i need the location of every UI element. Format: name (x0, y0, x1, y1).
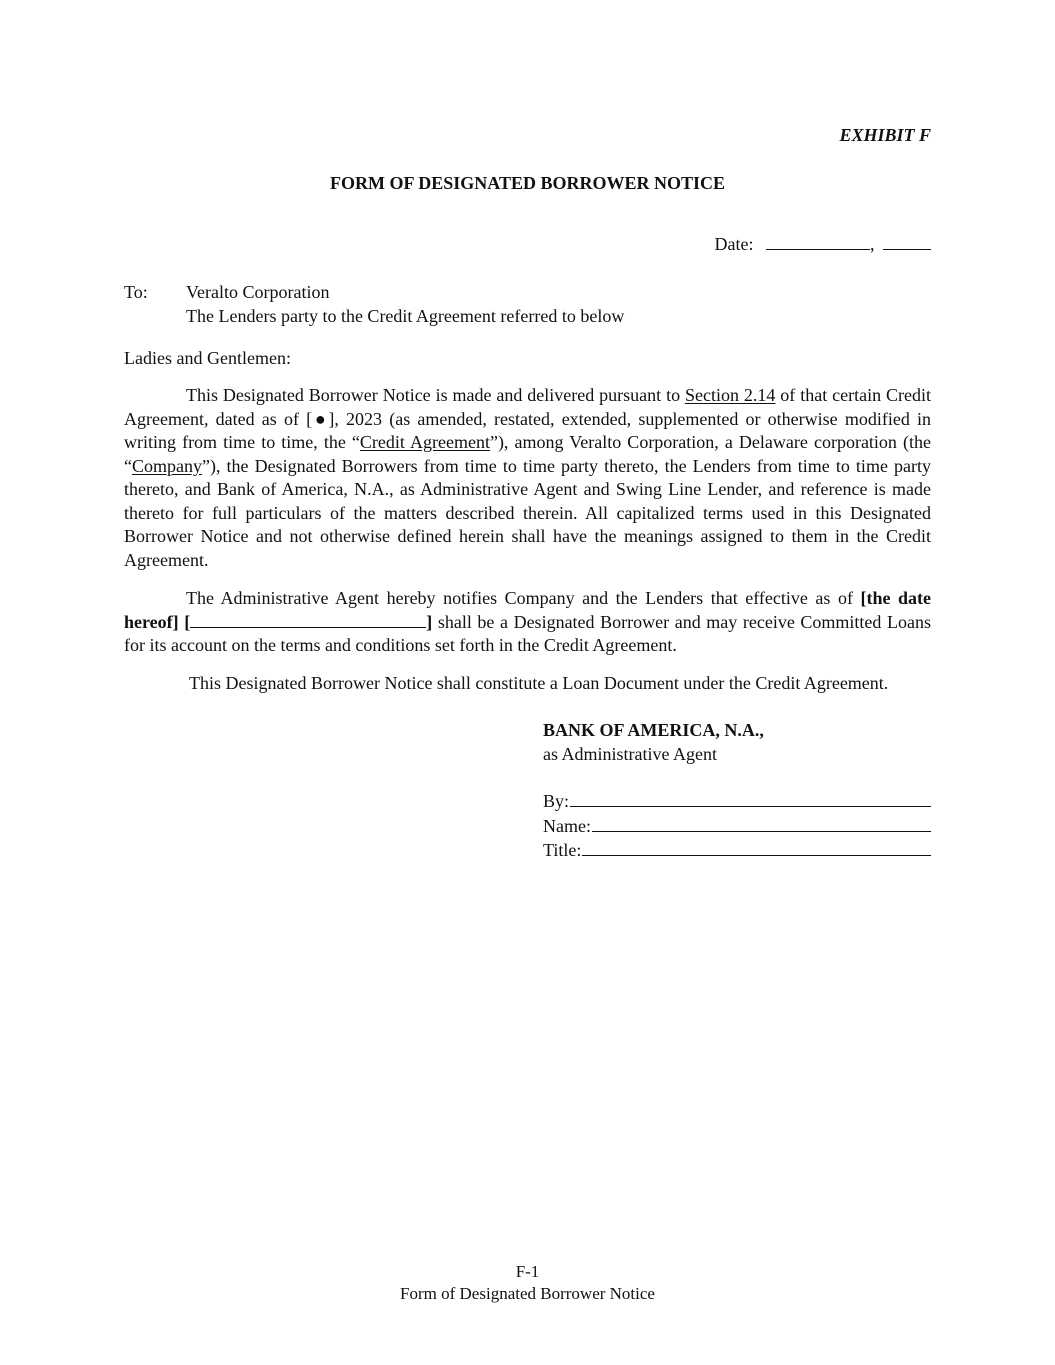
text-run: The Administrative Agent hereby notifies Company and the Lenders that effective as of (186, 588, 861, 608)
signatory-capacity: as Administrative Agent (543, 743, 717, 764)
page-footer (0, 1261, 1055, 1305)
signature-name-row (543, 814, 931, 839)
borrower-name-blank-field[interactable] (190, 611, 426, 628)
title-field[interactable] (582, 838, 931, 856)
addressee-line: The Lenders party to the Credit Agreement referred to below (186, 306, 625, 326)
title-label: Title: (543, 840, 582, 860)
signature-field[interactable] (570, 789, 931, 807)
section-reference: Section 2.14 (684, 385, 776, 405)
date-separator: , (870, 234, 875, 254)
signature-block (543, 719, 931, 863)
paragraph-loan-document: This Designated Borrower Notice shall constitute a Loan Document under the Credit Agreement. (189, 673, 889, 693)
text-run: of that certain Credit Agreement, dated as of [●], 2023 (as amended, restated, extended, supplemented or otherwise modified in writing from time to time, the “ (124, 385, 931, 452)
date-blank-field[interactable] (766, 233, 870, 250)
paragraph-notice-basis (124, 384, 931, 572)
defined-term: Company (132, 455, 202, 476)
salutation: Ladies and Gentlemen: (124, 348, 291, 368)
text-run: This Designated Borrower Notice is made and delivered pursuant to (186, 385, 685, 405)
addressee-block (124, 280, 624, 328)
signature-by-row (543, 789, 931, 814)
page-number: F-1 (515, 1262, 540, 1281)
text-run: shall be a Designated Borrower and may receive Committed Loans for its account on the terms and conditions set forth in the Credit Agreement. (124, 611, 931, 655)
defined-term: Credit Agreement (359, 432, 490, 452)
addressee-line: Veralto Corporation (186, 282, 330, 302)
date-label: Date: (714, 234, 754, 254)
to-label: To: (124, 282, 148, 302)
exhibit-label: EXHIBIT F (839, 125, 931, 145)
date-line (715, 233, 931, 255)
text-run: ”), the Designated Borrowers from time to time party thereto, the Lenders from time to time party thereto, and Bank of America, N.A., as Administrative Agent and Swing Line Lender, and reference is made thereto for full particulars of the matters described therein. All capitalized terms used in this Designated Borrower Notice and not otherwise defined herein shall have the meanings assigned to them in the Credit Agreement. (124, 455, 931, 570)
year-blank-field[interactable] (883, 233, 931, 250)
signature-title-row (543, 838, 931, 863)
bracket-text: [the date hereof] [ (124, 588, 932, 632)
name-label: Name: (543, 815, 591, 836)
document-title: FORM OF DESIGNATED BORROWER NOTICE (329, 173, 726, 193)
bracket-text: ] (426, 611, 433, 632)
text-run: ”), among Veralto Corporation, a Delaware corporation (the “ (124, 432, 931, 476)
name-field[interactable] (592, 814, 931, 832)
signatory-bank: BANK OF AMERICA, N.A., (543, 720, 764, 740)
paragraph-designation (124, 587, 931, 658)
footer-document-name: Form of Designated Borrower Notice (400, 1284, 655, 1303)
by-label: By: (543, 791, 570, 811)
